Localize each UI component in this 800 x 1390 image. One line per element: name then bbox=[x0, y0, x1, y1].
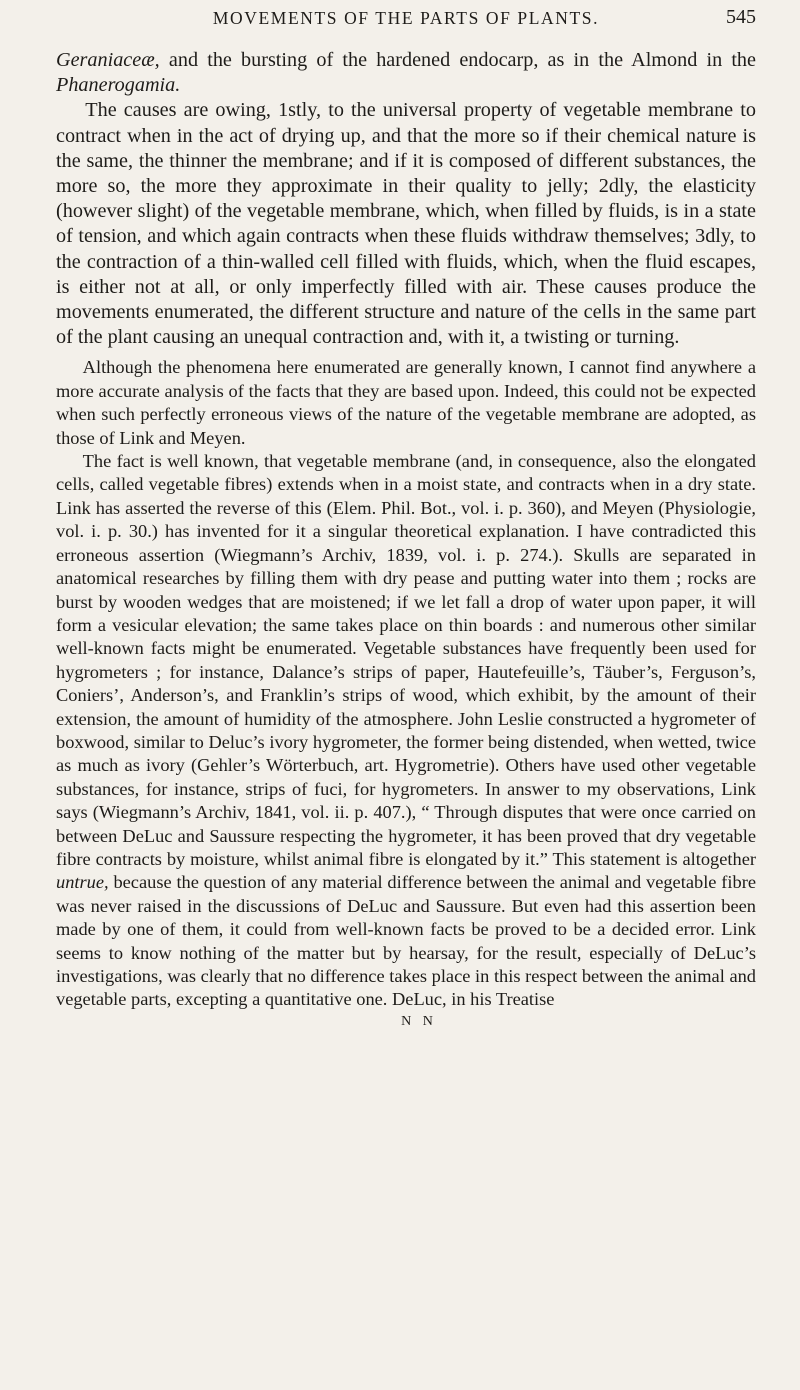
italic-text: untrue, bbox=[56, 872, 109, 893]
signature-mark: N N bbox=[401, 1013, 437, 1029]
text-run: Although the phenomena here enumerated are generally known, I cannot find anywhere a more accurate analysis of the facts that they are based upon. Indeed, this could not be expected when such perfectly erroneous views of the nature of the vegetable membrane are adopted, as those of Link and Meyen. bbox=[56, 357, 756, 448]
paragraph-1 bbox=[56, 48, 756, 98]
text-run: The fact is well known, that vegetable membrane (and, in consequence, also the elongated cells, called vegetable fibres) extends when in a moist state, and contracts when in a dry state. Link has asserted the reverse of this (Elem. Phil. Bot., vol. i. p. 360), and Meyen (Physiologie, vol. i. p. 30.) has invented for it a singular theoretical explanation. I have contradicted this erroneous assertion (Wiegmann’s Archiv, 1839, vol. i. p. 274.). Skulls are separated in anatomical researches by filling them with dry pease and putting water into them ; rocks are burst by wooden wedges that are moistened; if we let fall a drop of water upon paper, it will form a vesicular elevation; the same takes place on thin boards : and numerous other similar well-known facts might be enumerated. Vegetable substances have frequently been used for hygrometers ; for instance, Dalance’s strips of paper, Hautefeuille’s, Täuber’s, Ferguson’s, Coniers’, Anderson’s, and Franklin’s strips of wood, which exhibit, by the amount of their extension, the amount of humidity of the atmosphere. John Leslie constructed a hygrometer of boxwood, similar to Deluc’s ivory hygrometer, the former being distended, when wetted, twice as much as ivory (Gehler’s Wörterbuch, art. Hygrometrie). Others have used other vegetable substances, for instance, strips of fuci, for hygrometers. In answer to my observations, Link says (Wiegmann’s Archiv, 1841, vol. ii. p. 407.), “ Through disputes that were once carried on between DeLuc and Saussure respecting the hygrometer, it has been proved that dry vegetable fibre contracts by moisture, whilst animal fibre is elongated by it.” This statement is altogether bbox=[56, 451, 756, 869]
paragraph-4 bbox=[56, 450, 756, 1012]
running-title: MOVEMENTS OF THE PARTS OF PLANTS. bbox=[212, 8, 600, 28]
text-run: because the question of any material difference between the animal and vegetable fibre was never raised in the discussions of DeLuc and Saussure. But even had this assertion been made by one of them, it could from well-known facts be proved to be a decided error. Link seems to know nothing of the matter but by hearsay, for the result, especially of DeLuc’s investigations, was clearly that no difference takes place in this respect between the animal and vegetable parts, excepting a quantitative one. DeLuc, in his Treatise bbox=[56, 872, 756, 1010]
text-run: and the bursting of the hardened endocarp, as in the Almond in the bbox=[159, 49, 756, 71]
text-run: The causes are owing, 1stly, to the universal property of vegetable membrane to contract when in the act of drying up, and that the more so if their chemical nature is the same, the thinner the membrane; and if it is composed of different substances, the more so, the more they approximate in their quality to jelly; 2dly, the elasticity (however slight) of the vegetable membrane, which, when filled by fluids, is in a state of tension, and which again contracts when these fluids withdraw themselves; 3dly, to the contraction of a thin-walled cell filled with fluids, which, when the fluid escapes, is either not at all, or only imperfectly filled with air. These causes produce the movements enumerated, the different structure and nature of the cells in the same part of the plant causing an unequal contraction and, with it, a twisting or turning. bbox=[56, 99, 756, 349]
paragraph-2 bbox=[56, 98, 756, 350]
page-number: 545 bbox=[726, 6, 756, 28]
italic-text: Geraniaceæ, bbox=[56, 49, 160, 71]
paragraph-3 bbox=[56, 356, 756, 450]
running-head bbox=[56, 0, 756, 48]
body-text bbox=[56, 48, 756, 1012]
italic-text: Phanerogamia. bbox=[56, 74, 181, 97]
